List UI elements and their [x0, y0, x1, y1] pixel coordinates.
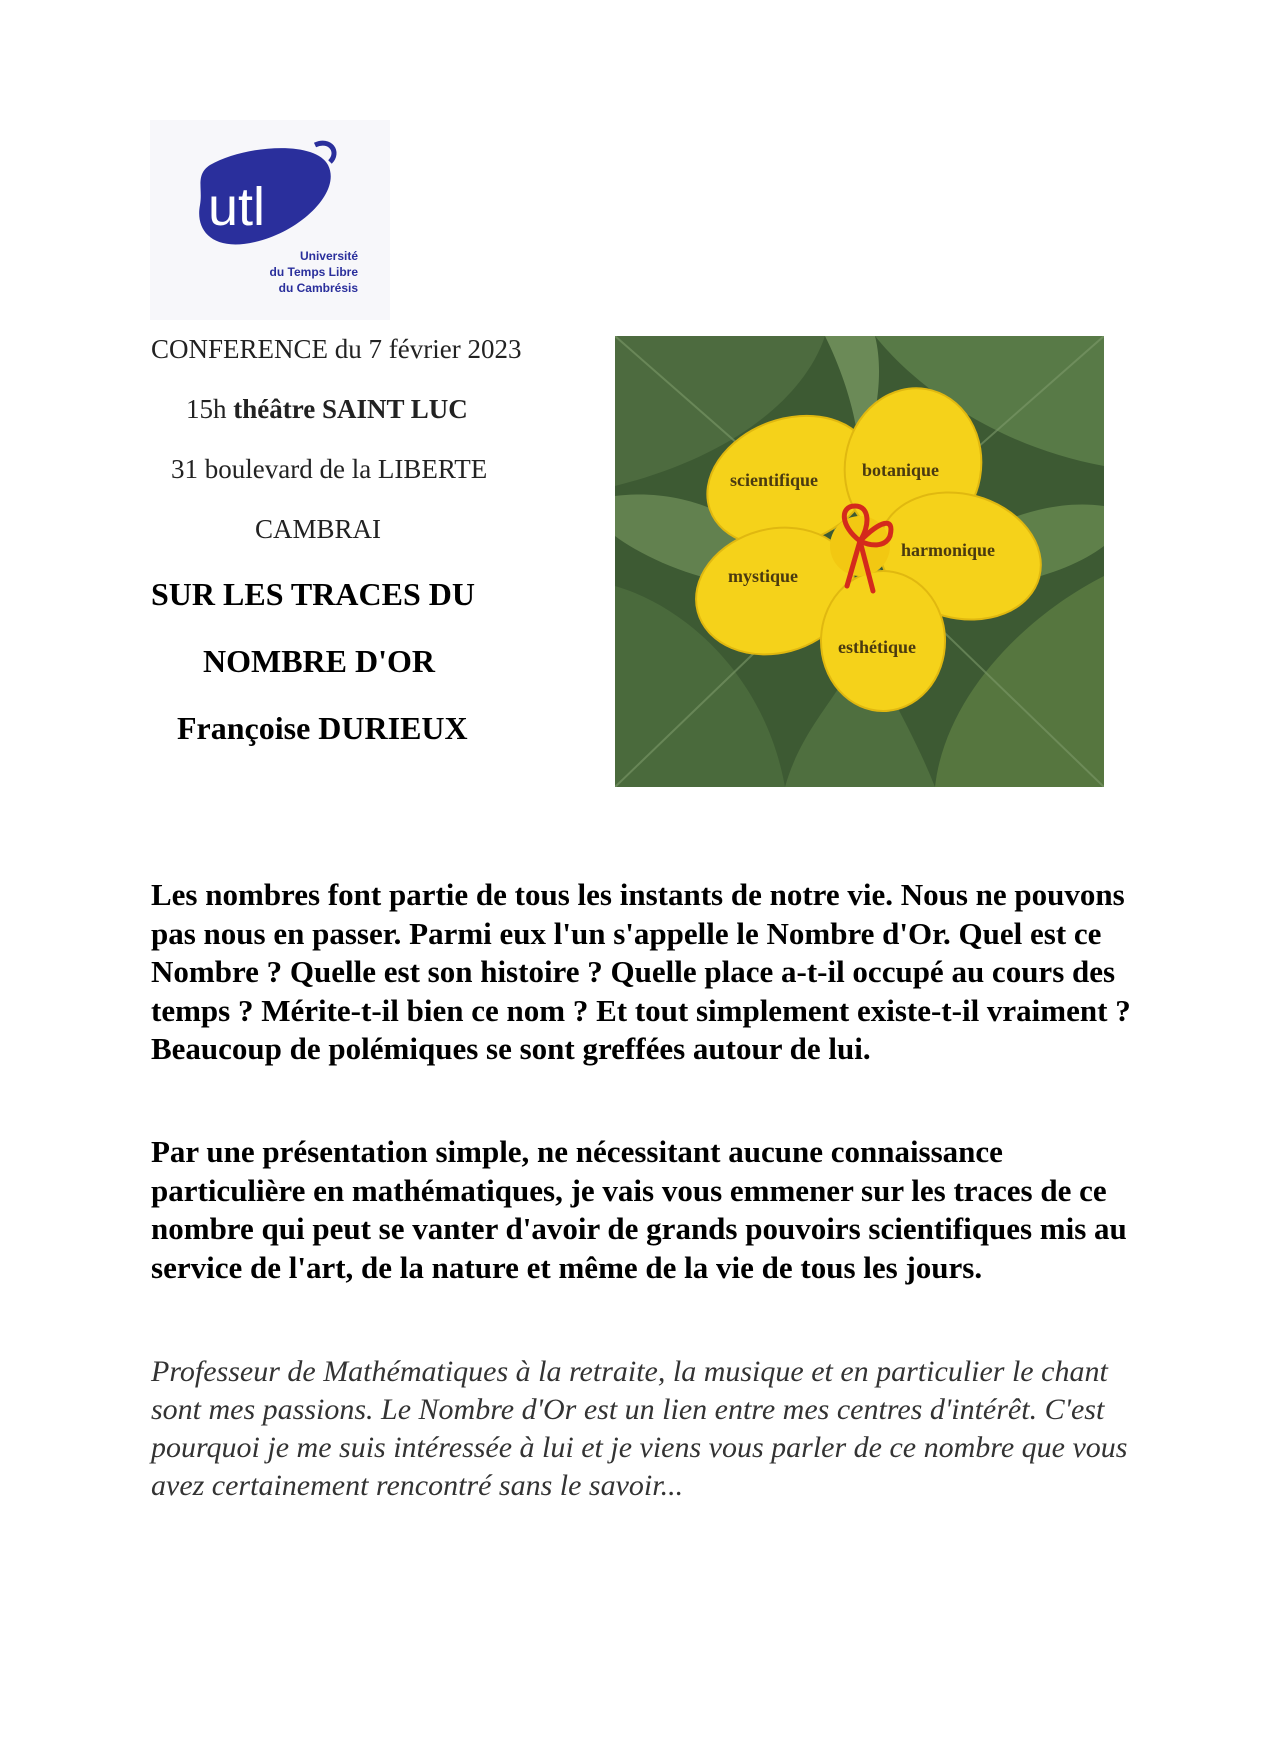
event-time: 15h: [186, 394, 234, 424]
petal-label-botanique: botanique: [862, 460, 940, 480]
event-address: 31 boulevard de la LIBERTE: [171, 454, 488, 484]
logo-line-3: du Cambrésis: [278, 281, 358, 295]
event-date: CONFERENCE du 7 février 2023: [151, 334, 522, 364]
intro-paragraph: Les nombres font partie de tous les instants de notre vie. Nous ne pouvons pas nous en passer. Parmi eux l'un s'appelle le Nombre d'Or. Quel est ce Nombre ? Quelle est son histoire ? Quelle place a-t-il occupé au cours des temps ? Mérite-t-il bien ce nom ? Et tout simplement existe-t-il vraiment ? Beaucoup de polémiques se sont greffées autour de lui.: [151, 877, 1131, 1066]
title-line-2: NOMBRE D'OR: [203, 643, 435, 679]
flower-photo: [615, 336, 1104, 787]
speaker-bio: Professeur de Mathématiques à la retraite, la musique et en particulier le chant sont mes passions. Le Nombre d'Or est un lien entre mes centres d'intérêt. C'est pourquoi je me suis intéressée à lui et je viens vous parler de ce nombre que vous avez certainement rencontré sans le savoir...: [151, 1355, 1128, 1502]
event-time-venue: [186, 394, 468, 425]
author-name: Françoise DURIEUX: [177, 710, 468, 746]
title-line-1: SUR LES TRACES DU: [151, 576, 475, 612]
utl-logo: [150, 120, 390, 320]
presentation-paragraph: Par une présentation simple, ne nécessitant aucune connaissance particulière en mathématiques, je vais vous emmener sur les traces de ce nombre qui peut se vanter d'avoir de grands pouvoirs scientifiques mis au service de l'art, de la nature et même de la vie de tous les jours.: [151, 1134, 1127, 1285]
petal-label-mystique: mystique: [728, 566, 799, 586]
logo-mark: utl: [208, 177, 266, 237]
event-city: CAMBRAI: [255, 514, 382, 544]
logo-line-1: Université: [299, 249, 358, 263]
petal-label-scientifique: scientifique: [730, 470, 818, 490]
event-venue: théâtre SAINT LUC: [233, 394, 468, 424]
petal-label-harmonique: harmonique: [901, 540, 996, 560]
petal-label-esthetique: esthétique: [838, 637, 916, 657]
logo-line-2: du Temps Libre: [269, 265, 358, 279]
